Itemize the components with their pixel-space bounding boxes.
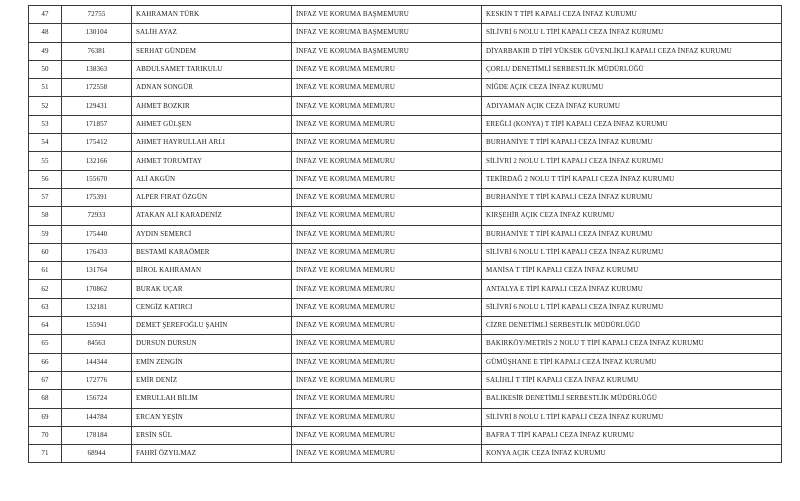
title-cell: İNFAZ VE KORUMA MEMURU	[292, 79, 482, 97]
name-cell: EMİN ZENGİN	[132, 353, 292, 371]
title-cell: İNFAZ VE KORUMA MEMURU	[292, 371, 482, 389]
row-number-cell: 51	[29, 79, 62, 97]
row-number-cell: 52	[29, 97, 62, 115]
registry-number-cell: 178184	[62, 426, 132, 444]
row-number-cell: 55	[29, 152, 62, 170]
name-cell: DURSUN DURSUN	[132, 335, 292, 353]
title-cell: İNFAZ VE KORUMA MEMURU	[292, 188, 482, 206]
name-cell: EMİR DENİZ	[132, 371, 292, 389]
institution-cell: BALIKESİR DENETİMLİ SERBESTLİK MÜDÜRLÜĞÜ	[482, 390, 782, 408]
title-cell: İNFAZ VE KORUMA MEMURU	[292, 97, 482, 115]
table-row	[29, 298, 782, 316]
table-row	[29, 353, 782, 371]
institution-cell: ÇORLU DENETİMLİ SERBESTLİK MÜDÜRLÜĞÜ	[482, 60, 782, 78]
row-number-cell: 62	[29, 280, 62, 298]
title-cell: İNFAZ VE KORUMA MEMURU	[292, 207, 482, 225]
registry-number-cell: 176433	[62, 243, 132, 261]
registry-number-cell: 130104	[62, 24, 132, 42]
registry-number-cell: 172558	[62, 79, 132, 97]
row-number-cell: 61	[29, 262, 62, 280]
row-number-cell: 69	[29, 408, 62, 426]
registry-number-cell: 156724	[62, 390, 132, 408]
personnel-table	[28, 5, 782, 463]
institution-cell: SİLİVRİ 6 NOLU L TİPİ KAPALI CEZA İNFAZ KURUMU	[482, 24, 782, 42]
name-cell: FAHRİ ÖZYILMAZ	[132, 445, 292, 463]
row-number-cell: 70	[29, 426, 62, 444]
institution-cell: CİZRE DENETİMLİ SERBESTLİK MÜDÜRLÜĞÜ	[482, 317, 782, 335]
name-cell: EMRULLAH BİLİM	[132, 390, 292, 408]
table-row	[29, 115, 782, 133]
institution-cell: ADIYAMAN AÇIK CEZA İNFAZ KURUMU	[482, 97, 782, 115]
institution-cell: SİLİVRİ 2 NOLU L TİPİ KAPALI CEZA İNFAZ KURUMU	[482, 152, 782, 170]
title-cell: İNFAZ VE KORUMA MEMURU	[292, 353, 482, 371]
institution-cell: TEKİRDAĞ 2 NOLU T TİPİ KAPALI CEZA İNFAZ KURUMU	[482, 170, 782, 188]
title-cell: İNFAZ VE KORUMA MEMURU	[292, 280, 482, 298]
title-cell: İNFAZ VE KORUMA MEMURU	[292, 60, 482, 78]
registry-number-cell: 175440	[62, 225, 132, 243]
name-cell: AHMET TORUMTAY	[132, 152, 292, 170]
registry-number-cell: 170862	[62, 280, 132, 298]
row-number-cell: 49	[29, 42, 62, 60]
institution-cell: BAKIRKÖY/METRİS 2 NOLU T TİPİ KAPALI CEZA İNFAZ KURUMU	[482, 335, 782, 353]
name-cell: AHMET BOZKIR	[132, 97, 292, 115]
registry-number-cell: 72755	[62, 6, 132, 24]
institution-cell: BURHANİYE T TİPİ KAPALI CEZA İNFAZ KURUMU	[482, 188, 782, 206]
registry-number-cell: 138363	[62, 60, 132, 78]
institution-cell: SİLİVRİ 6 NOLU L TİPİ KAPALI CEZA İNFAZ KURUMU	[482, 243, 782, 261]
registry-number-cell: 131764	[62, 262, 132, 280]
institution-cell: KESKİN T TİPİ KAPALI CEZA İNFAZ KURUMU	[482, 6, 782, 24]
table-row	[29, 225, 782, 243]
row-number-cell: 48	[29, 24, 62, 42]
table-row	[29, 60, 782, 78]
institution-cell: BAFRA T TİPİ KAPALI CEZA İNFAZ KURUMU	[482, 426, 782, 444]
name-cell: KAHRAMAN TÜRK	[132, 6, 292, 24]
registry-number-cell: 172776	[62, 371, 132, 389]
table-row	[29, 152, 782, 170]
title-cell: İNFAZ VE KORUMA MEMURU	[292, 134, 482, 152]
table-body	[29, 6, 782, 463]
title-cell: İNFAZ VE KORUMA MEMURU	[292, 152, 482, 170]
table-row	[29, 170, 782, 188]
registry-number-cell: 175412	[62, 134, 132, 152]
row-number-cell: 67	[29, 371, 62, 389]
title-cell: İNFAZ VE KORUMA MEMURU	[292, 408, 482, 426]
title-cell: İNFAZ VE KORUMA MEMURU	[292, 298, 482, 316]
registry-number-cell: 155670	[62, 170, 132, 188]
institution-cell: MANİSA T TİPİ KAPALI CEZA İNFAZ KURUMU	[482, 262, 782, 280]
name-cell: ALİ AKGÜN	[132, 170, 292, 188]
row-number-cell: 66	[29, 353, 62, 371]
institution-cell: SALİHLİ T TİPİ KAPALI CEZA İNFAZ KURUMU	[482, 371, 782, 389]
row-number-cell: 58	[29, 207, 62, 225]
name-cell: AYDIN SEMERCİ	[132, 225, 292, 243]
table-row	[29, 262, 782, 280]
registry-number-cell: 144784	[62, 408, 132, 426]
registry-number-cell: 132166	[62, 152, 132, 170]
title-cell: İNFAZ VE KORUMA MEMURU	[292, 335, 482, 353]
name-cell: AHMET GÜLŞEN	[132, 115, 292, 133]
name-cell: BİROL KAHRAMAN	[132, 262, 292, 280]
title-cell: İNFAZ VE KORUMA MEMURU	[292, 390, 482, 408]
institution-cell: KONYA AÇIK CEZA İNFAZ KURUMU	[482, 445, 782, 463]
table-row	[29, 207, 782, 225]
title-cell: İNFAZ VE KORUMA MEMURU	[292, 225, 482, 243]
row-number-cell: 54	[29, 134, 62, 152]
title-cell: İNFAZ VE KORUMA BAŞMEMURU	[292, 6, 482, 24]
name-cell: ERSİN SÜL	[132, 426, 292, 444]
institution-cell: KIRŞEHİR AÇIK CEZA İNFAZ KURUMU	[482, 207, 782, 225]
name-cell: ABDULSAMET TARIKULU	[132, 60, 292, 78]
registry-number-cell: 175391	[62, 188, 132, 206]
registry-number-cell: 132181	[62, 298, 132, 316]
name-cell: CENGİZ KATIRCI	[132, 298, 292, 316]
institution-cell: SİLİVRİ 8 NOLU L TİPİ KAPALI CEZA İNFAZ KURUMU	[482, 408, 782, 426]
institution-cell: ANTALYA E TİPİ KAPALI CEZA İNFAZ KURUMU	[482, 280, 782, 298]
row-number-cell: 50	[29, 60, 62, 78]
row-number-cell: 63	[29, 298, 62, 316]
title-cell: İNFAZ VE KORUMA MEMURU	[292, 317, 482, 335]
name-cell: SALİH AYAZ	[132, 24, 292, 42]
name-cell: ALPER FIRAT ÖZGÜN	[132, 188, 292, 206]
registry-number-cell: 144344	[62, 353, 132, 371]
name-cell: ATAKAN ALİ KARADENİZ	[132, 207, 292, 225]
institution-cell: DİYARBAKIR D TİPİ YÜKSEK GÜVENLİKLİ KAPALI CEZA İNFAZ KURUMU	[482, 42, 782, 60]
registry-number-cell: 155941	[62, 317, 132, 335]
row-number-cell: 71	[29, 445, 62, 463]
row-number-cell: 56	[29, 170, 62, 188]
institution-cell: BURHANİYE T TİPİ KAPALI CEZA İNFAZ KURUMU	[482, 134, 782, 152]
table-row	[29, 335, 782, 353]
row-number-cell: 47	[29, 6, 62, 24]
title-cell: İNFAZ VE KORUMA MEMURU	[292, 426, 482, 444]
table-row	[29, 188, 782, 206]
table-row	[29, 280, 782, 298]
name-cell: BESTAMİ KARAÖMER	[132, 243, 292, 261]
name-cell: AHMET HAYRULLAH ARLI	[132, 134, 292, 152]
table-row	[29, 317, 782, 335]
institution-cell: GÜMÜŞHANE E TİPİ KAPALI CEZA İNFAZ KURUMU	[482, 353, 782, 371]
name-cell: SERHAT GÜNDEM	[132, 42, 292, 60]
name-cell: DEMET ŞEREFOĞLU ŞAHİN	[132, 317, 292, 335]
registry-number-cell: 129431	[62, 97, 132, 115]
institution-cell: EREĞLİ (KONYA) T TİPİ KAPALI CEZA İNFAZ KURUMU	[482, 115, 782, 133]
table-row	[29, 24, 782, 42]
table-row	[29, 42, 782, 60]
row-number-cell: 59	[29, 225, 62, 243]
institution-cell: BURHANİYE T TİPİ KAPALI CEZA İNFAZ KURUMU	[482, 225, 782, 243]
registry-number-cell: 171857	[62, 115, 132, 133]
table-row	[29, 6, 782, 24]
registry-number-cell: 68944	[62, 445, 132, 463]
name-cell: ADNAN SONGÜR	[132, 79, 292, 97]
title-cell: İNFAZ VE KORUMA MEMURU	[292, 445, 482, 463]
table-row	[29, 426, 782, 444]
row-number-cell: 60	[29, 243, 62, 261]
row-number-cell: 53	[29, 115, 62, 133]
title-cell: İNFAZ VE KORUMA MEMURU	[292, 243, 482, 261]
registry-number-cell: 76381	[62, 42, 132, 60]
table-row	[29, 79, 782, 97]
table-row	[29, 243, 782, 261]
row-number-cell: 68	[29, 390, 62, 408]
table-row	[29, 371, 782, 389]
table-row	[29, 134, 782, 152]
table-row	[29, 390, 782, 408]
institution-cell: NİĞDE AÇIK CEZA İNFAZ KURUMU	[482, 79, 782, 97]
name-cell: ERCAN YEŞİN	[132, 408, 292, 426]
table-row	[29, 408, 782, 426]
table-row	[29, 97, 782, 115]
row-number-cell: 57	[29, 188, 62, 206]
title-cell: İNFAZ VE KORUMA MEMURU	[292, 170, 482, 188]
row-number-cell: 64	[29, 317, 62, 335]
registry-number-cell: 72933	[62, 207, 132, 225]
title-cell: İNFAZ VE KORUMA MEMURU	[292, 115, 482, 133]
title-cell: İNFAZ VE KORUMA MEMURU	[292, 262, 482, 280]
institution-cell: SİLİVRİ 6 NOLU L TİPİ KAPALI CEZA İNFAZ KURUMU	[482, 298, 782, 316]
title-cell: İNFAZ VE KORUMA BAŞMEMURU	[292, 42, 482, 60]
registry-number-cell: 84563	[62, 335, 132, 353]
table-row	[29, 445, 782, 463]
name-cell: BURAK UÇAR	[132, 280, 292, 298]
title-cell: İNFAZ VE KORUMA BAŞMEMURU	[292, 24, 482, 42]
row-number-cell: 65	[29, 335, 62, 353]
